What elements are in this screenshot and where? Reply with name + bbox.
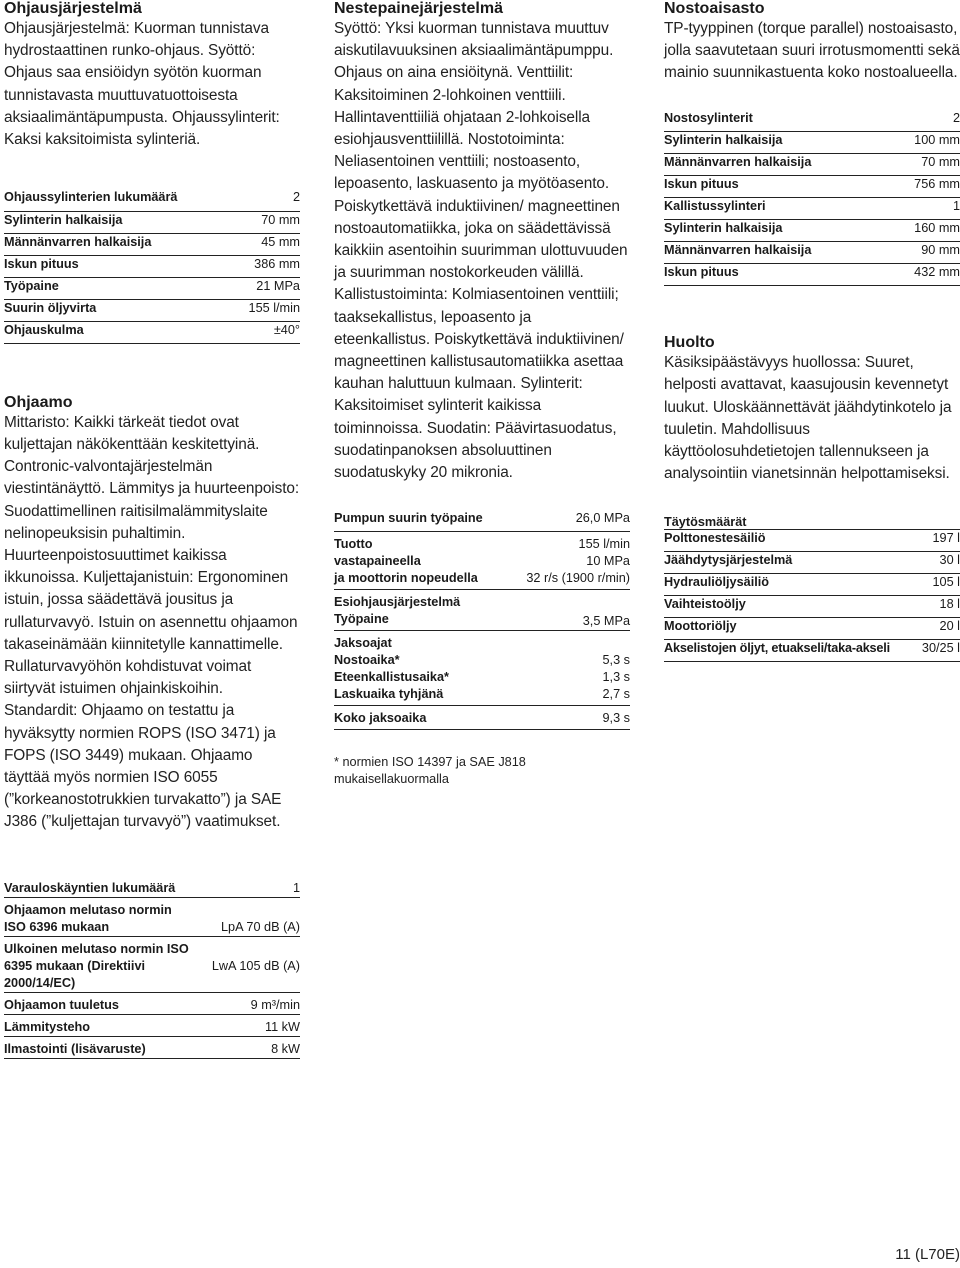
spec-label: Jaksoajat [334,636,392,651]
spec-label: ja moottorin nopeudella [334,571,478,586]
spec-label: Kallistussylinteri [664,198,890,220]
table-row [4,898,300,937]
lifting-column [664,0,960,662]
spec-label: Lämmitysteho [4,1015,212,1037]
hydraulics-column [334,0,630,788]
table-row [4,876,300,898]
spec-label: Pumpun suurin työpaine [334,510,508,532]
spec-value: 105 l [917,574,960,596]
spec-label: Laskuaika tyhjänä [334,687,444,702]
spec-value: 155 l/min [232,299,300,321]
spec-value: 100 mm [890,132,960,154]
spec-label: Jäähdytysjärjestelmä [664,552,917,574]
spec-value: LwA 105 dB (A) [212,937,300,993]
spec-value: 18 l [917,596,960,618]
service-text: Käsiksipäästävyys huollossa: Suuret, helposti avattavat, kaasujousin kevennetyt luukut. Uloskäännettävät jäähdytinkotelo ja tuuletin. Mahdollisuus käyttöolosuhdetietojen tallennukseen ja analysointiin vianetsinnän helpottamiseksi. [664,354,952,483]
lifting-title: Nostoaisasto [664,0,765,17]
footnote [334,754,630,788]
spec-value: 1,3 s [602,670,630,685]
table-row [4,255,300,277]
table-row [4,937,300,993]
spec-label: Koko jaksoaika [334,706,508,730]
cab-title: Ohjaamo [4,393,73,411]
spec-value: 2 [232,189,300,211]
spec-label: Sylinterin halkaisija [664,220,890,242]
table-row [664,640,960,662]
spec-value: 9,3 s [508,706,630,730]
spec-label: Nostoaika* [334,653,400,668]
spec-value: ±40° [232,321,300,343]
spec-value: 8 kW [212,1037,300,1059]
spec-value: 90 mm [890,242,960,264]
spec-value: 160 mm [890,220,960,242]
table-row [334,706,630,730]
table-row [4,299,300,321]
spec-label: vastapaineella [334,554,421,569]
spec-value: 32 r/s (1900 r/min) [526,571,630,586]
cab-text: Mittaristo: Kaikki tärkeät tiedot ovat kuljettajan näkökenttään keskitettyinä. Contronic-valvontajärjestelmän viestintänäyttö. Lämmitys ja huurteenpoisto: Suodattimellinen raitisilmalämmityslaite nelinopeuksisin puhaltimin. Huurteenpoistosuuttimet kaikissa ikkunoissa. Kuljettajanistuin: Ergonominen istuin, jossa säädettävä jousitus ja rullaturvavyö. Istuin on asennettu ohjaamon takaseinämään kiinnitetylle kannattimelle. Rullaturvavyöhön kohdistuvat voimat siirtyvät istuimen ohjainkiskoihin. Standardit: Ohjaamo on testattu ja hyväksytty normien ROPS (ISO 3471) ja FOPS (ISO 3449) mukaan. Ohjaamo täyttää myös normien ISO 6055 (”korkeanostotrukkien turvakatto”) ja SAE J386 (”kuljettajan turvavyö”) vaatimukset. [4,413,300,831]
lifting-spec-table [664,110,960,287]
spec-label: Akselistojen öljyt, etuakseli/taka-akseli [664,640,917,662]
spec-value: 1 [890,198,960,220]
spec-label: Männänvarren halkaisija [664,242,890,264]
footnote-line: mukaisellakuormalla [334,772,449,787]
spec-label: Tuotto [334,537,373,552]
cab-spec-table [4,876,300,1059]
spec-value: 11 kW [212,1015,300,1037]
table-row [664,154,960,176]
spec-value: 3,5 MPa [582,614,630,629]
table-row [334,510,630,532]
spec-value: 756 mm [890,176,960,198]
spec-label: Ilmastointi (lisävaruste) [4,1037,212,1059]
table-row [664,132,960,154]
spec-label: Männänvarren halkaisija [664,154,890,176]
spec-value: 9 m³/min [212,993,300,1015]
spec-value: 30 l [917,552,960,574]
table-row [664,574,960,596]
spec-label: Ohjaamon melutaso normin ISO 6396 mukaan [4,898,212,937]
spec-value: 70 mm [890,154,960,176]
table-row [4,321,300,343]
spec-label: Ohjaamon tuuletus [4,993,212,1015]
table-row [4,1037,300,1059]
spec-label: Moottoriöljy [664,618,917,640]
table-row [664,242,960,264]
spec-value: 2,7 s [602,687,630,702]
spec-label: Eteenkallistusaika* [334,670,449,685]
cab-spec-block [4,876,300,1059]
table-row [4,189,300,211]
spec-value: 21 MPa [232,277,300,299]
spec-label: Ohjauskulma [4,321,232,343]
spec-label: Nostosylinterit [664,110,890,132]
table-row [4,233,300,255]
capacities-table [664,529,960,662]
hydraulics-text: Syöttö: Yksi kuorman tunnistava muuttuv aiskutilavuuksinen aksiaalimäntäpumppu. Ohjaus on aina ensiöitynä. Venttiilit: Kaksitoiminen 2-lohkoinen venttiili. Hallintaventtiiliä ohjataan 2-lohkoisella esiohjausventtiilillä. Nostotoiminta: Neliasentoinen venttiili; nostoasento, lepoasento, laskuasento ja myötöasento. Poiskytkettävä induktiivinen/ magneettinen nostoautomatiikka, joka on säädettävissä kaikkiin asentoihin suurimman ulottuvuuden ja suurimman nostokorkeuden välillä. Kallistustoiminta: Kolmiasentoinen venttiili; taaksekallistus, lepoasento ja eteenkallistus. Poiskytkettävä induktiivinen/ magneettinen kallistusautomatiikka asettaa kauhan haluttuun kulmaan. Sylinterit: Kaksitoimiset sylinterit kaikissa toiminnoissa. Suodatin: Päävirtasuodatus, suodatinpanoksen absoluuttinen suodatuskyky 20 mikronia. [334,20,628,482]
table-row [4,211,300,233]
service-title: Huolto [664,334,715,352]
spec-label: Iskun pituus [664,264,890,286]
spec-label: Sylinterin halkaisija [4,211,232,233]
table-row [334,532,630,590]
spec-value: LpA 70 dB (A) [212,898,300,937]
spec-label: Hydrauliöljysäiliö [664,574,917,596]
table-row [664,176,960,198]
spec-value: 45 mm [232,233,300,255]
capacities-title: Täytösmäärät [664,515,747,530]
table-row [4,1015,300,1037]
spec-value: 2 [890,110,960,132]
spec-label: Varauloskäyntien lukumäärä [4,876,212,898]
spec-value: 1 [212,876,300,898]
spec-label: Vaihteistoöljy [664,596,917,618]
hydraulics-spec-table [334,510,630,730]
spec-value: 432 mm [890,264,960,286]
spec-value: 20 l [917,618,960,640]
spec-label: Suurin öljyvirta [4,299,232,321]
table-row [664,220,960,242]
steering-spec-table [4,189,300,344]
spec-label: Sylinterin halkaisija [664,132,890,154]
steering-text: Ohjausjärjestelmä: Kuorman tunnistava hydrostaattinen runko-ohjaus. Syöttö: Ohjaus saa ensiöidyn syötön kuorman tunnistavasta muuttuvatuottoisesta aksiaalimäntäpumpusta. Ohjaussylinterit: Kaksi kaksitoimista sylinteriä. [4,20,280,149]
table-row [334,590,630,631]
spec-label: Esiohjausjärjestelmä [334,595,461,610]
spec-value: 5,3 s [602,653,630,668]
spec-label: Polttonestesäiliö [664,530,917,552]
spec-label: Ulkoinen melutaso normin ISO 6395 mukaan (Direktiivi 2000/14/EC) [4,937,212,993]
spec-value: 26,0 MPa [508,510,630,532]
spec-label: Ohjaussylinterien lukumäärä [4,189,232,211]
spec-value: 386 mm [232,255,300,277]
table-row [4,277,300,299]
footnote-line: * normien ISO 14397 ja SAE J818 [334,755,526,770]
table-row [664,264,960,286]
spec-label: Männänvarren halkaisija [4,233,232,255]
steering-column [4,0,300,834]
spec-label: Iskun pituus [4,255,232,277]
table-row [664,618,960,640]
table-row [664,110,960,132]
table-row [334,631,630,706]
lifting-text: TP-tyyppinen (torque parallel) nostoaisasto, jolla saavutetaan suuri irrotusmomentti sekä mainio suunnikastuenta koko nostoalueella. [664,20,960,82]
spec-value: 30/25 l [917,640,960,662]
table-row [664,198,960,220]
table-row [4,993,300,1015]
table-row [664,552,960,574]
spec-value: 197 l [917,530,960,552]
spec-value: 70 mm [232,211,300,233]
spec-value: 10 MPa [586,554,630,569]
spec-value: 155 l/min [578,537,630,552]
table-row [664,530,960,552]
steering-title: Ohjausjärjestelmä [4,0,142,17]
table-row [664,596,960,618]
spec-label: Työpaine [334,612,389,627]
hydraulics-title: Nestepainejärjestelmä [334,0,503,17]
spec-label: Iskun pituus [664,176,890,198]
spec-label: Työpaine [4,277,232,299]
page-number: 11 (L70E) [895,1246,960,1263]
